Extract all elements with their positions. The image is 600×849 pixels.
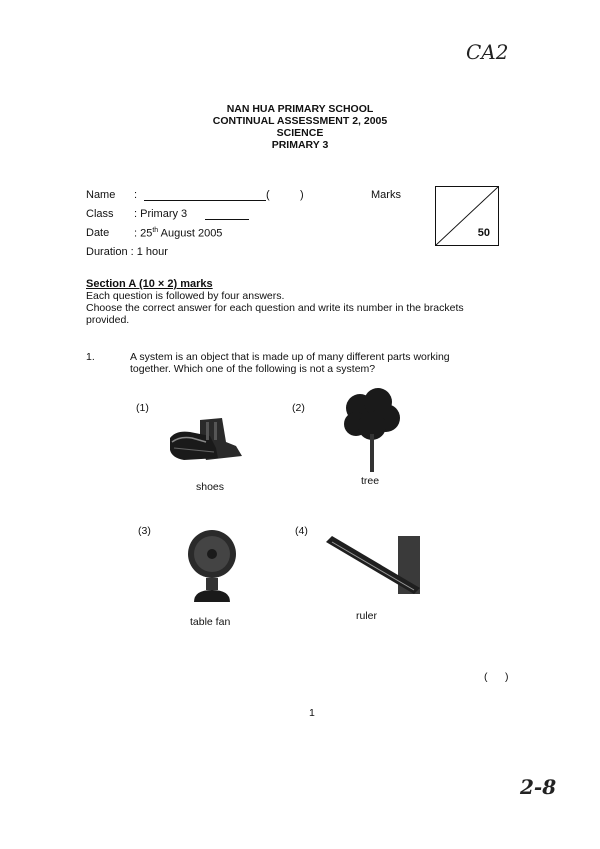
tree-icon [340, 388, 404, 472]
question-text-line-2: together. Which one of the following is not a system? [130, 363, 376, 375]
corner-mark: CA2 [466, 40, 509, 64]
question-number: 1. [86, 351, 95, 363]
marks-box [435, 186, 499, 246]
section-a-title: Section A (10 × 2) marks [86, 278, 213, 290]
date-prefix: : 25 [134, 227, 153, 240]
marks-label: Marks [371, 189, 401, 201]
name-colon: : [134, 189, 138, 201]
page-number: 1 [309, 707, 315, 719]
class-field[interactable] [205, 219, 249, 220]
level-title: PRIMARY 3 [271, 139, 329, 151]
name-label: Name [86, 189, 116, 201]
option-2-caption: tree [361, 475, 380, 487]
option-1-caption: shoes [196, 481, 225, 493]
duration-text: Duration : 1 hour [86, 246, 168, 258]
shoes-icon [166, 412, 246, 464]
section-a-instruction-3: provided. [86, 314, 130, 326]
school-name: NAN HUA PRIMARY SCHOOL [226, 103, 374, 115]
section-a-instruction-2: Choose the correct answer for each question and write its number in the brackets [86, 302, 464, 314]
option-2-number: (2) [292, 402, 305, 414]
class-value: : Primary 3 [134, 208, 188, 220]
marks-total: 50 [477, 227, 490, 239]
fan-icon [184, 528, 240, 604]
name-bracket-open: ( [266, 189, 270, 201]
date-label: Date [86, 227, 110, 239]
class-label: Class [86, 208, 114, 220]
score-mark: 2-8 [520, 775, 557, 799]
date-value [134, 227, 222, 240]
option-3-number: (3) [138, 525, 151, 537]
date-suffix: August 2005 [158, 227, 223, 240]
answer-bracket[interactable]: ( ) [484, 671, 509, 683]
option-4-number: (4) [295, 525, 308, 537]
subject-title: SCIENCE [276, 127, 324, 139]
date-sup: th [152, 227, 159, 234]
option-1-number: (1) [136, 402, 149, 414]
section-a-instruction-1: Each question is followed by four answers. [86, 290, 285, 302]
name-bracket-close: ) [300, 189, 304, 201]
question-text-line-1: A system is an object that is made up of many different parts working [130, 351, 450, 363]
ruler-icon [326, 536, 422, 600]
option-4-caption: ruler [356, 610, 378, 622]
assessment-title: CONTINUAL ASSESSMENT 2, 2005 [212, 115, 388, 127]
option-3-caption: table fan [190, 616, 231, 628]
name-field[interactable] [144, 200, 266, 201]
